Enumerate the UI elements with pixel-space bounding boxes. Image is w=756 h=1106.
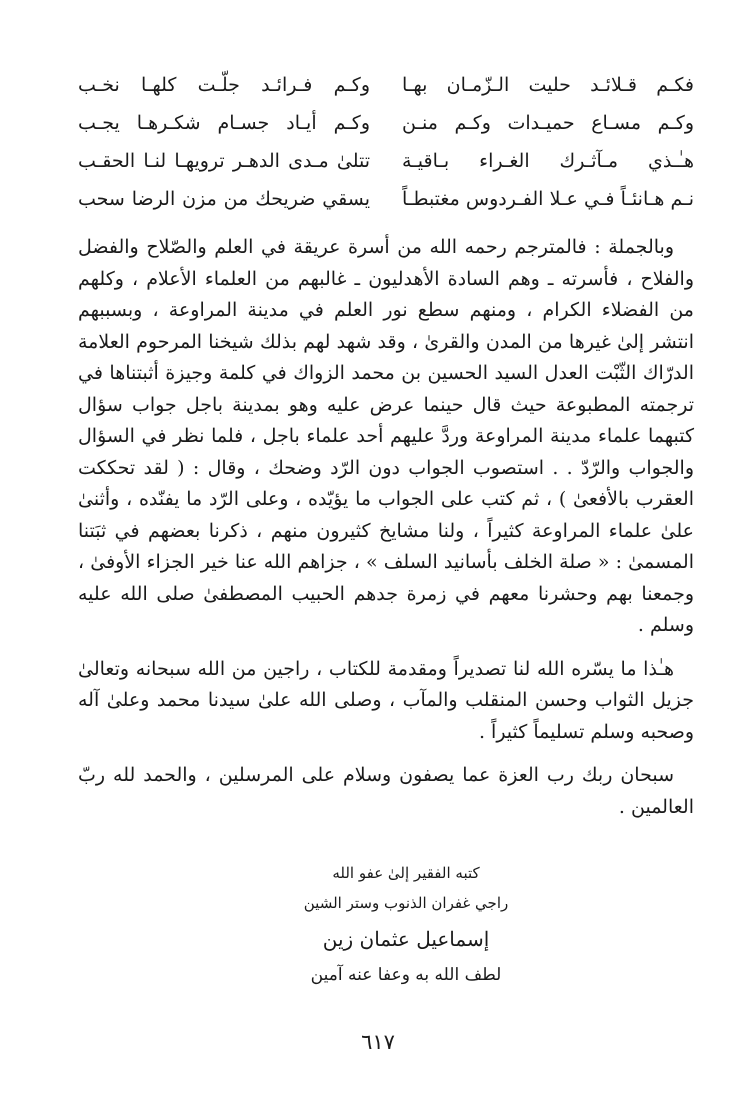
poem [78,66,694,218]
paragraph-biography: وبالجملة : فالمترجم رحمه الله من أسرة عريقة في العلم والصّلاح والفضل والفلاح ، فأسرته ـ وهم السادة الأهدليون ـ غالبهم من العلماء الأعلام ، وكلهم من الفضلاء الكرام ، ومنهم سطع نور العلم في مدينة المراوعة ، وبسببهم انتشر إلىٰ غيرها من المدن والقرىٰ ، وقد شهد لهم بذلك شيخنا المرحوم العلامة الدرّاك الثّبْت العدل السيد الحسين بن محمد الزواك في كلمة وجيزة أثبتناها في ترجمته المطبوعة حيث قال حينما عرض عليه وهو بمدينة باجل جواب سؤال كتبهما علماء مدينة المراوعة وردَّ عليهم أحد علماء باجل ، فلما نظر في السؤال والجواب والرّدّ . . استصوب الجواب دون الرّد وضحك ، وقال : ( لقد تحككت العقرب بالأفعىٰ ) ، ثم كتب على الجواب ما يؤيّده ، وعلى الرّد ما يفنّده ، وأثنىٰ علىٰ علماء المراوعة كثيراً ، ولنا مشايخ كثيرون منهم ، ذكرنا بعضهم في ثبَتنا المسمىٰ : « صلة الخلف بأسانيد السلف » ، جزاهم الله عنا خير الجزاء الأوفىٰ ، وجمعنا بهم وحشرنا معهم في زمرة جدهم الحبيب المصطفىٰ صلى الله عليه وسلم . [78,236,694,636]
signature-line: لطف الله به وعفا عنه آمين [310,965,502,985]
paragraph-closing: هـٰذا ما يسّره الله لنا تصديراً ومقدمة للكتاب ، راجين من الله سبحانه وتعالىٰ جزيل الثواب وحسن المنقلب والمآب ، وصلى الله علىٰ سيدنا محمد وعلىٰ آله وصحبه وسلم تسليماً كثيراً . [78,657,694,743]
page-body [78,66,694,823]
paragraph-doxology: سبحان ربك رب العزة عما يصفون وسلام على المرسلين ، والحمد لله ربّ العالمين . [78,764,694,818]
signature-line: راجي غفران الذنوب وستر الشين [303,894,509,912]
verse-first-hemistich: وكـم مسـاع حميـدات وكـم منـن [402,112,694,134]
verse-second-hemistich: وكـم أيـاد جسـام شكـرهـا يجـب [78,112,370,134]
poem-verse [78,104,694,142]
author-name: إسماعيل عثمان زين [322,927,490,951]
page-number: ٦١٧ [361,1030,395,1054]
verse-second-hemistich: تتلىٰ مـدى الدهـر ترويهـا لنـا الحقـب [78,150,370,172]
signature-line: كتبه الفقير إلىٰ عفو الله [332,864,480,882]
verse-first-hemistich: هـٰـذي مـآثـرك الغـراء بـاقيـة [402,150,694,172]
poem-verse [78,180,694,218]
author-signature [296,858,516,992]
verse-first-hemistich: فكـم قـلائـد حليت الـزّمـان بهـا [402,74,694,96]
poem-verse [78,66,694,104]
verse-first-hemistich: نـم هـانئـاً فـي عـلا الفـردوس مغتبطـاً [402,188,694,210]
verse-second-hemistich: يسقي ضريحك من مزن الرضا سحب [78,188,370,210]
verse-second-hemistich: وكـم فـرائـد جلّـت كلهـا نخـب [78,74,370,96]
poem-verse [78,142,694,180]
